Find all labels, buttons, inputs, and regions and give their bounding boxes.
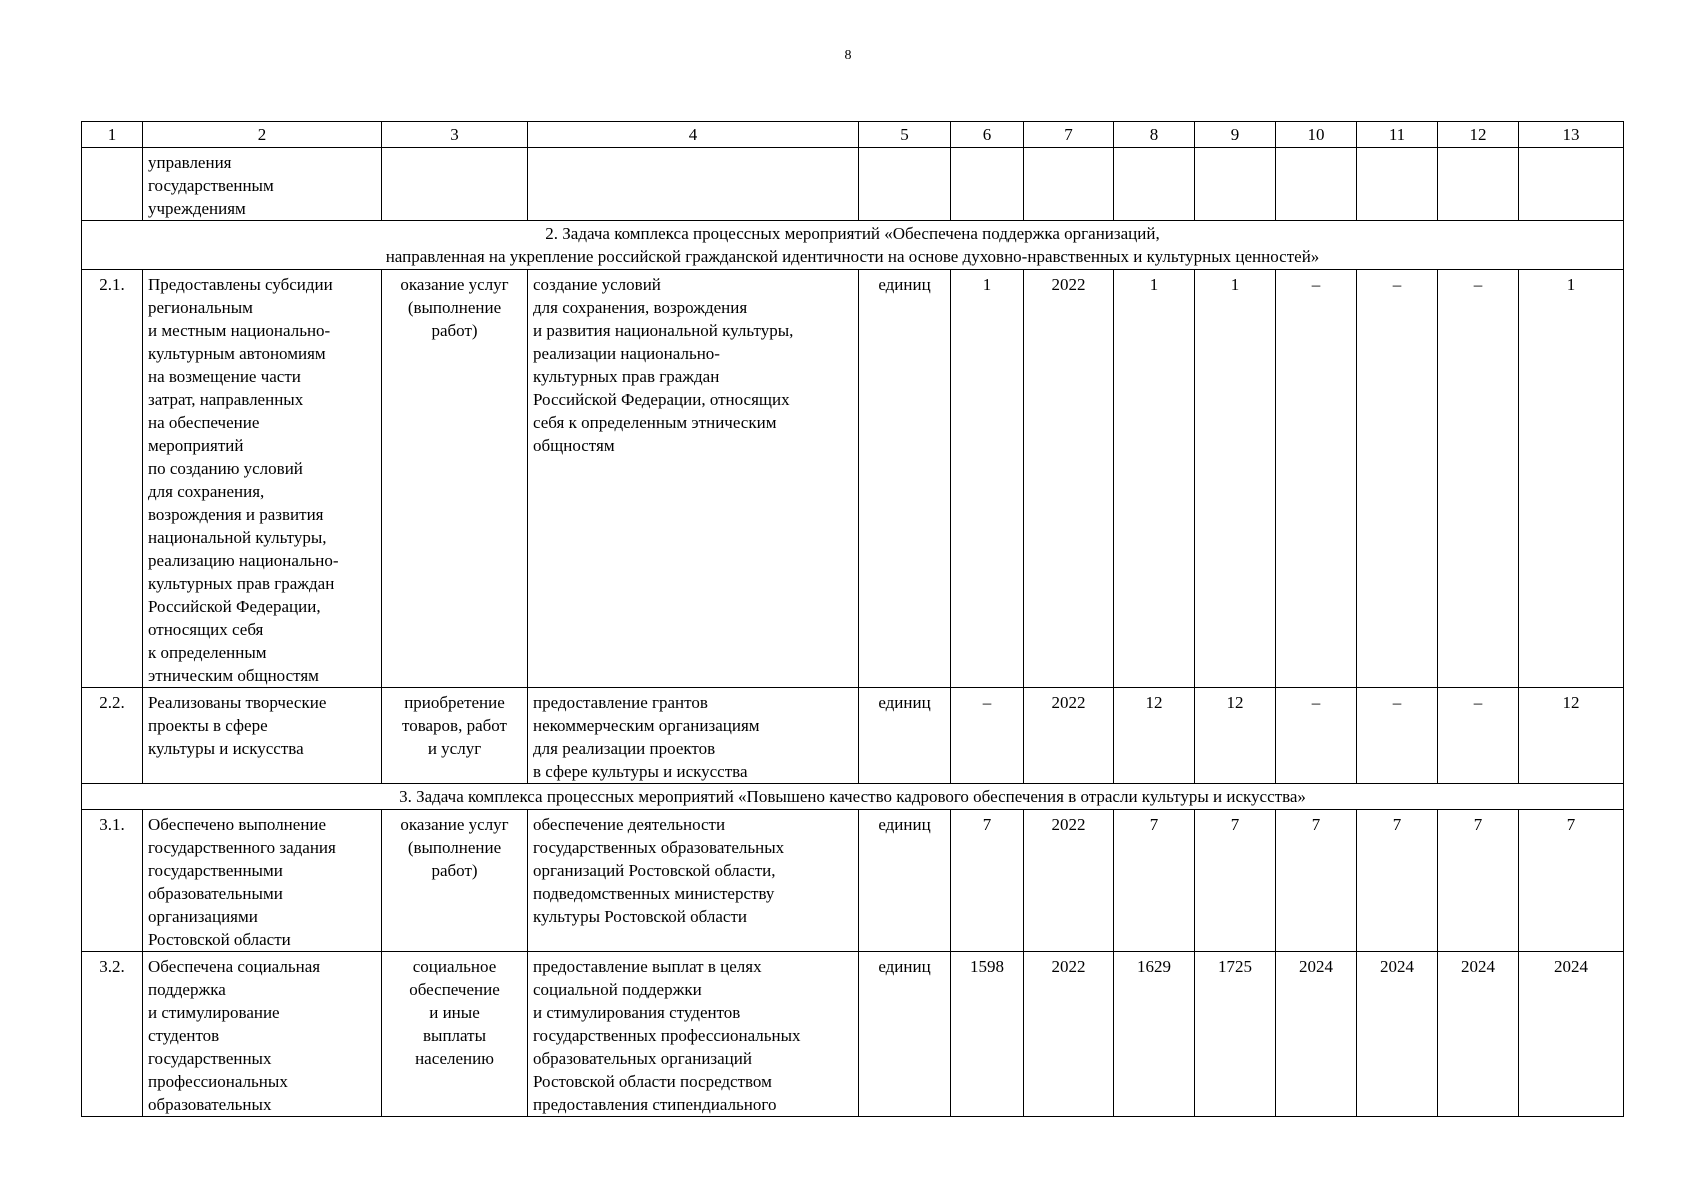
table-row	[82, 810, 1624, 952]
table-cell	[951, 148, 1024, 221]
row-value: 7	[1438, 810, 1519, 952]
table-cell	[82, 148, 143, 221]
header-cell: 4	[528, 122, 859, 148]
row-value: –	[1357, 270, 1438, 688]
table-cell	[1024, 148, 1114, 221]
row-value: 2024	[1438, 952, 1519, 1117]
row-value: 2022	[1024, 952, 1114, 1117]
row-value: 7	[1519, 810, 1624, 952]
row-value: 7	[1195, 810, 1276, 952]
table-cell	[1519, 148, 1624, 221]
row-value: 1	[1519, 270, 1624, 688]
row-name: Реализованы творческие проекты в сфере культуры и искусства	[143, 688, 382, 784]
indicators-table	[81, 121, 1624, 1117]
row-value: –	[1357, 688, 1438, 784]
row-name: управления государственным учреждениям	[143, 148, 382, 221]
row-value: 2024	[1276, 952, 1357, 1117]
table-row	[82, 688, 1624, 784]
row-name: Предоставлены субсидии региональным и местным национально- культурным автономиям на возмещение части затрат, направленных на обеспечение мероприятий по созданию условий для сохранения, возрождения и развития национальной культуры, реализацию национально- культурных прав граждан Российской Федерации, относящих себя к определенным этническим общностям	[143, 270, 382, 688]
table-cell	[859, 148, 951, 221]
row-value: 1629	[1114, 952, 1195, 1117]
task-heading: 3. Задача комплекса процессных мероприятий «Повышено качество кадрового обеспечения в отрасли культуры и искусства»	[82, 784, 1624, 810]
row-unit: единиц	[859, 270, 951, 688]
row-name: Обеспечена социальная поддержка и стимулирование студентов государственных профессиональных образовательных	[143, 952, 382, 1117]
header-cell: 12	[1438, 122, 1519, 148]
task-heading-row	[82, 221, 1624, 270]
row-id: 2.2.	[82, 688, 143, 784]
row-value: 7	[1357, 810, 1438, 952]
row-value: 1	[1114, 270, 1195, 688]
table-cell	[1438, 148, 1519, 221]
row-value: 1	[951, 270, 1024, 688]
table-cell	[1276, 148, 1357, 221]
row-type: социальное обеспечение и иные выплаты населению	[382, 952, 528, 1117]
row-unit: единиц	[859, 810, 951, 952]
row-value: 12	[1114, 688, 1195, 784]
task-heading-row	[82, 784, 1624, 810]
task-heading: 2. Задача комплекса процессных мероприятий «Обеспечена поддержка организаций, направленная на укрепление российской гражданской идентичности на основе духовно-нравственных и культурных ценностей»	[82, 221, 1624, 270]
continuation-row	[82, 148, 1624, 221]
row-id: 3.1.	[82, 810, 143, 952]
row-name: Обеспечено выполнение государственного задания государственными образовательными организациями Ростовской области	[143, 810, 382, 952]
table-cell	[528, 148, 859, 221]
header-cell: 10	[1276, 122, 1357, 148]
row-value: 1598	[951, 952, 1024, 1117]
header-cell: 9	[1195, 122, 1276, 148]
row-value: 7	[1114, 810, 1195, 952]
table-row	[82, 952, 1624, 1117]
page-number: 8	[844, 48, 852, 63]
header-cell: 1	[82, 122, 143, 148]
table-row	[82, 270, 1624, 688]
row-value: 12	[1195, 688, 1276, 784]
row-value: –	[1438, 270, 1519, 688]
row-description: предоставление выплат в целях социальной поддержки и стимулирования студентов государственных профессиональных образовательных организаций Ростовской области посредством предоставления стипендиального	[528, 952, 859, 1117]
table-cell	[382, 148, 528, 221]
row-value: 1	[1195, 270, 1276, 688]
row-type: оказание услуг (выполнение работ)	[382, 270, 528, 688]
row-value: 2024	[1519, 952, 1624, 1117]
header-cell: 2	[143, 122, 382, 148]
header-cell: 13	[1519, 122, 1624, 148]
row-value: –	[1438, 688, 1519, 784]
table-cell	[1195, 148, 1276, 221]
row-id: 2.1.	[82, 270, 143, 688]
row-type: приобретение товаров, работ и услуг	[382, 688, 528, 784]
row-description: предоставление грантов некоммерческим организациям для реализации проектов в сфере культуры и искусства	[528, 688, 859, 784]
row-value: 7	[951, 810, 1024, 952]
row-description: создание условий для сохранения, возрождения и развития национальной культуры, реализации национально- культурных прав граждан Российской Федерации, относящих себя к определенным этническим общностям	[528, 270, 859, 688]
header-cell: 6	[951, 122, 1024, 148]
row-description: обеспечение деятельности государственных образовательных организаций Ростовской области, подведомственных министерству культуры Ростовской области	[528, 810, 859, 952]
row-value: 12	[1519, 688, 1624, 784]
header-cell: 8	[1114, 122, 1195, 148]
table-cell	[1114, 148, 1195, 221]
row-unit: единиц	[859, 688, 951, 784]
row-value: 2022	[1024, 810, 1114, 952]
row-value: –	[1276, 688, 1357, 784]
table-cell	[1357, 148, 1438, 221]
row-id: 3.2.	[82, 952, 143, 1117]
header-cell: 5	[859, 122, 951, 148]
header-cell: 3	[382, 122, 528, 148]
header-cell: 7	[1024, 122, 1114, 148]
row-value: 2022	[1024, 688, 1114, 784]
row-value: –	[951, 688, 1024, 784]
header-cell: 11	[1357, 122, 1438, 148]
row-type: оказание услуг (выполнение работ)	[382, 810, 528, 952]
row-value: 2024	[1357, 952, 1438, 1117]
row-value: 2022	[1024, 270, 1114, 688]
row-value: 1725	[1195, 952, 1276, 1117]
row-unit: единиц	[859, 952, 951, 1117]
row-value: –	[1276, 270, 1357, 688]
row-value: 7	[1276, 810, 1357, 952]
header-row	[82, 122, 1624, 148]
